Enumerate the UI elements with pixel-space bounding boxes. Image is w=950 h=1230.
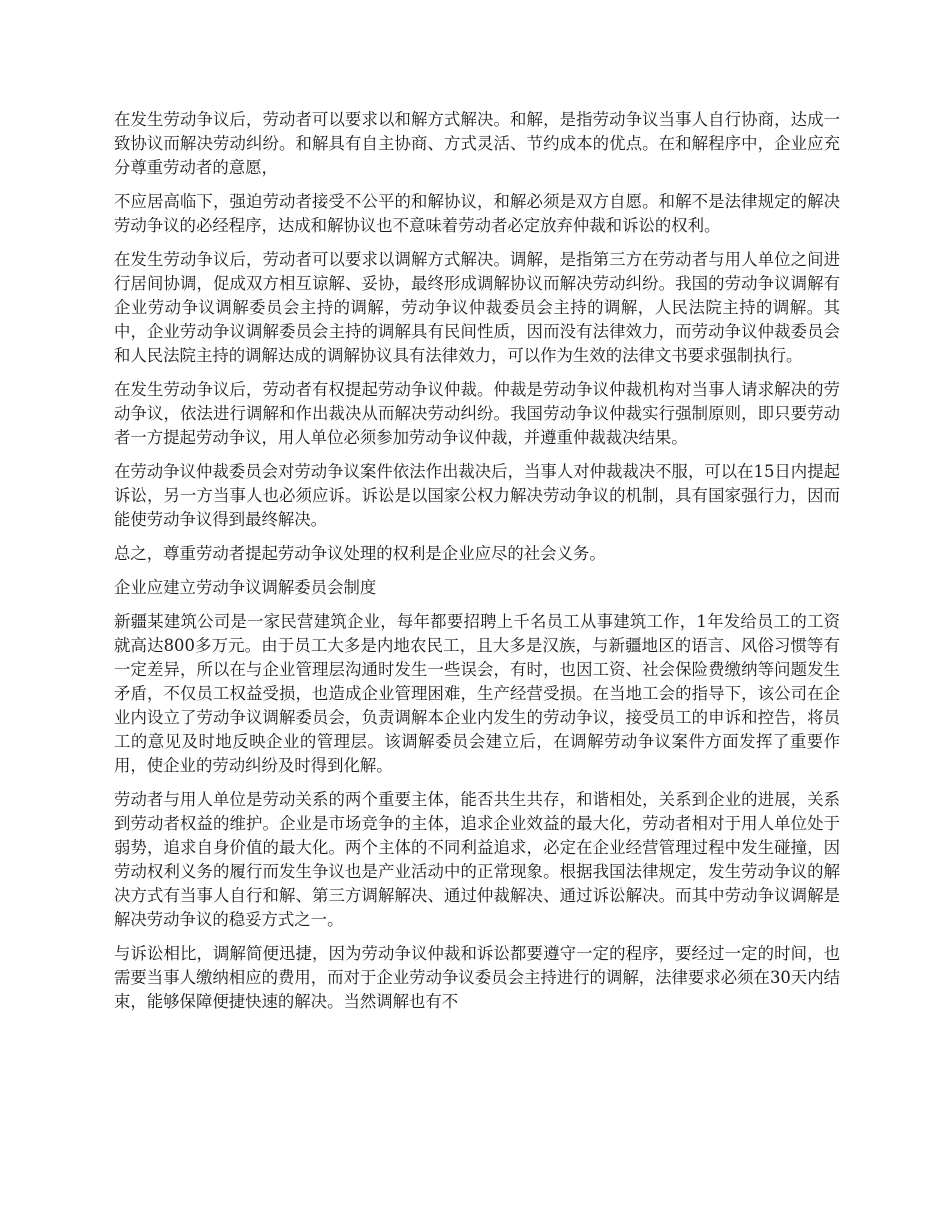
- paragraph-10: 与诉讼相比，调解简便迅捷，因为劳动争议仲裁和诉讼都要遵守一定的程序，要经过一定的时间，也需要当事人缴纳相应的费用，而对于企业劳动争议委员会主持进行的调解，法律要求必须在30天内结束，能够保障便捷快速的解决。当然调解也有不: [114, 944, 840, 1011]
- paragraph-9: 劳动者与用人单位是劳动关系的两个重要主体，能否共生共存，和谐相处，关系到企业的进展，关系到劳动者权益的维护。企业是市场竞争的主体，追求企业效益的最大化，劳动者相对于用人单位处于弱势，追求自身价值的最大化。两个主体的不同利益追求，必定在企业经营管理过程中发生碰撞，因劳动权利义务的履行而发生争议也是产业活动中的正常现象。根据我国法律规定，发生劳动争议的解决方式有当事人自行和解、第三方调解解决、通过仲裁解决、通过诉讼解决。而其中劳动争议调解是解决劳动争议的稳妥方式之一。: [114, 790, 840, 929]
- paragraph-4: 在发生劳动争议后，劳动者有权提起劳动争议仲裁。仲裁是劳动争议仲裁机构对当事人请求解决的劳动争议，依法进行调解和作出裁决从而解决劳动纠纷。我国劳动争议仲裁实行强制原则，即只要劳动者一方提起劳动争议，用人单位必须参加劳动争议仲裁，并遵重仲裁裁决结果。: [114, 380, 840, 447]
- paragraph-6: 总之，尊重劳动者提起劳动争议处理的权利是企业应尽的社会义务。: [114, 544, 606, 563]
- section-heading: 企业应建立劳动争议调解委员会制度: [114, 578, 377, 597]
- document-page: [114, 108, 840, 1024]
- paragraph-1: 在发生劳动争议后，劳动者可以要求以和解方式解决。和解，是指劳动争议当事人自行协商，达成一致协议而解决劳动纠纷。和解具有自主协商、方式灵活、节约成本的优点。在和解程序中，企业应充分尊重劳动者的意愿，: [114, 110, 840, 177]
- paragraph-5: 在劳动争议仲裁委员会对劳动争议案件依法作出裁决后，当事人对仲裁裁决不服，可以在15日内提起诉讼，另一方当事人也必须应诉。诉讼是以国家公权力解决劳动争议的机制，具有国家强行力，因而能使劳动争议得到最终解决。: [114, 462, 840, 529]
- paragraph-2: 不应居高临下，强迫劳动者接受不公平的和解协议，和解必须是双方自愿。和解不是法律规定的解决劳动争议的必经程序，达成和解协议也不意味着劳动者必定放弃仲裁和诉讼的权利。: [114, 192, 840, 235]
- paragraph-3: 在发生劳动争议后，劳动者可以要求以调解方式解决。调解，是指第三方在劳动者与用人单位之间进行居间协调，促成双方相互谅解、妥协，最终形成调解协议而解决劳动纠纷。我国的劳动争议调解有企业劳动争议调解委员会主持的调解，劳动争议仲裁委员会主持的调解，人民法院主持的调解。其中，企业劳动争议调解委员会主持的调解具有民间性质，因而没有法律效力，而劳动争议仲裁委员会和人民法院主持的调解达成的调解协议具有法律效力，可以作为生效的法律文书要求强制执行。: [114, 250, 840, 365]
- paragraph-8: 新疆某建筑公司是一家民营建筑企业，每年都要招聘上千名员工从事建筑工作，1年发给员工的工资就高达800多万元。由于员工大多是内地农民工，且大多是汉族，与新疆地区的语言、风俗习惯等有一定差异，所以在与企业管理层沟通时发生一些误会，有时，也因工资、社会保险费缴纳等问题发生矛盾，不仅员工权益受损，也造成企业管理困难，生产经营受损。在当地工会的指导下，该公司在企业内设立了劳动争议调解委员会，负责调解本企业内发生的劳动争议，接受员工的申诉和控告，将员工的意见及时地反映企业的管理层。该调解委员会建立后，在调解劳动争议案件方面发挥了重要作用，使企业的劳动纠纷及时得到化解。: [114, 612, 840, 775]
